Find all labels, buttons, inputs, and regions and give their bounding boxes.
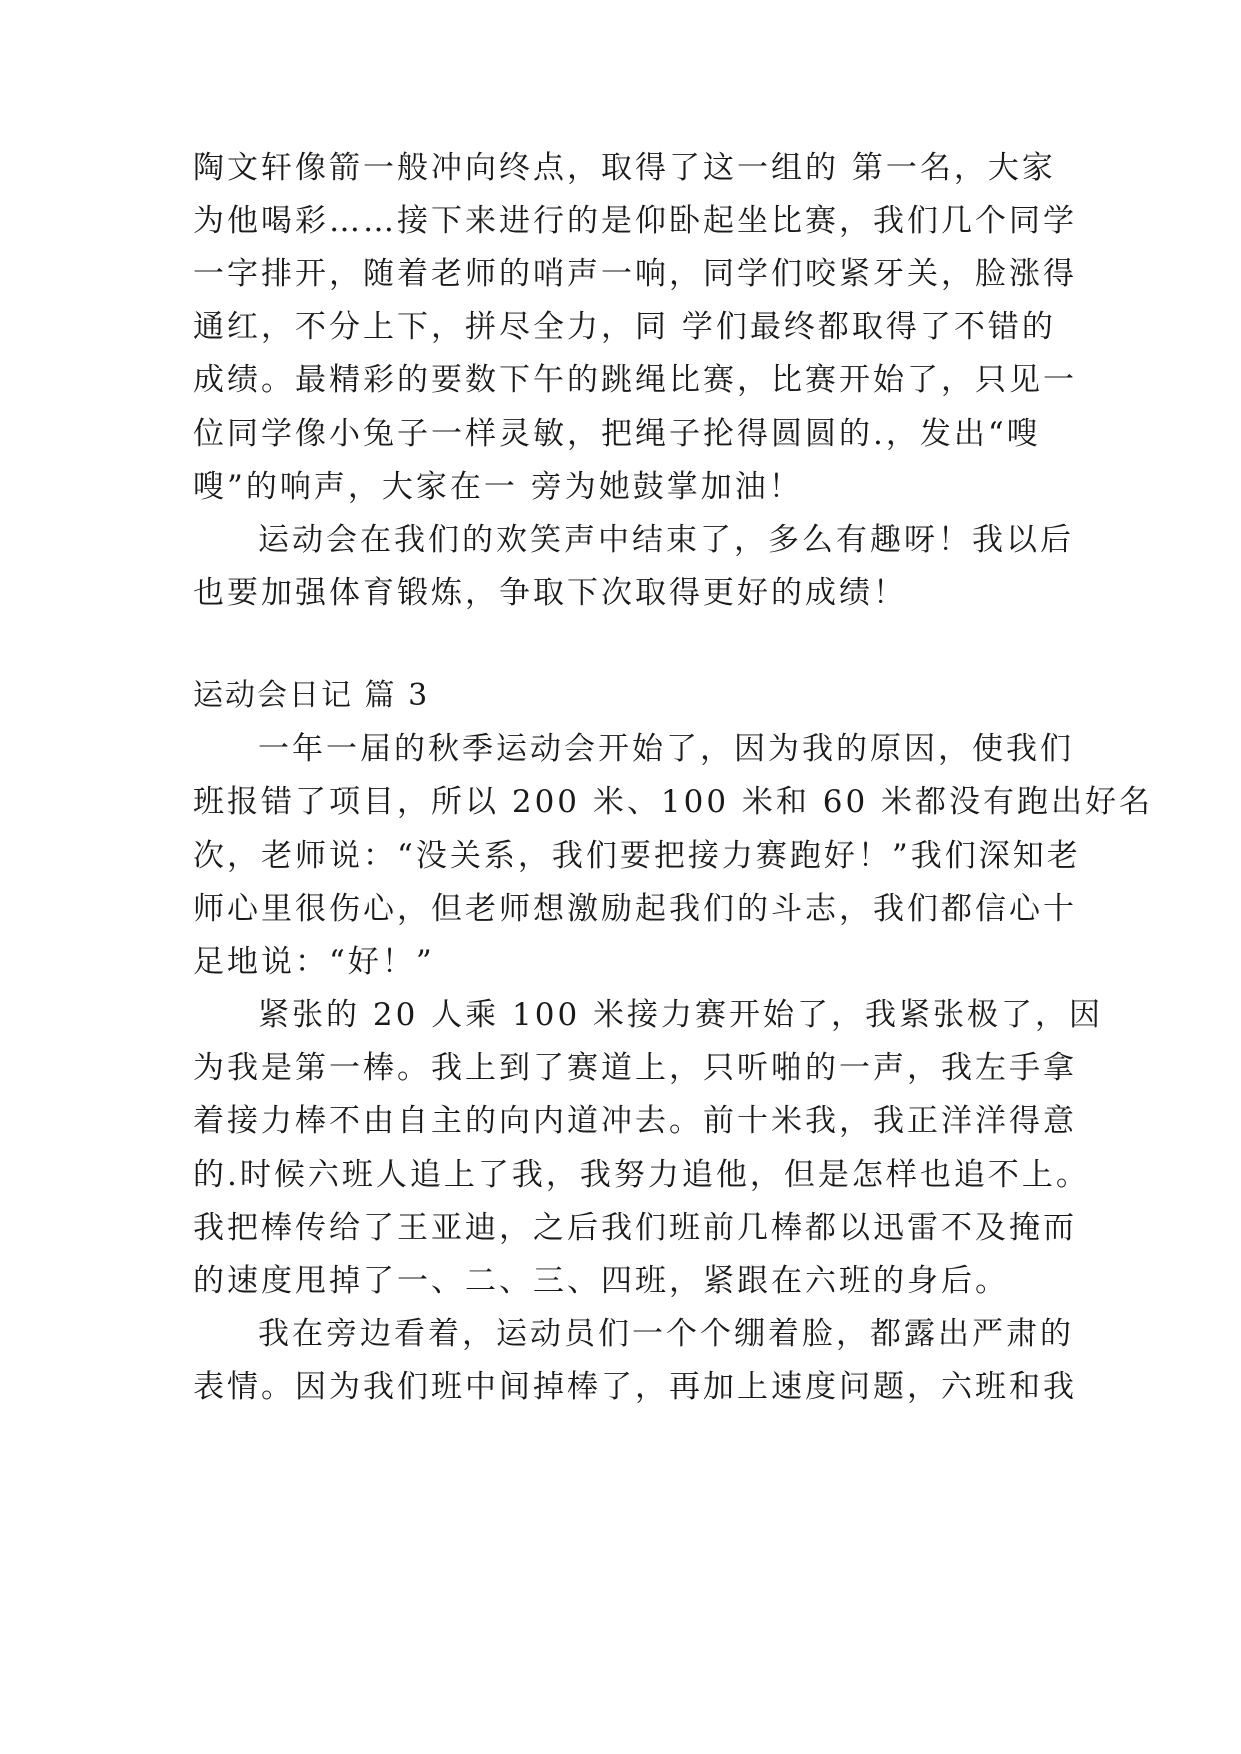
text-line: 着接力棒不由自主的向内道冲去。前十米我，我正洋洋得意 [193,1103,1077,1139]
paragraph-start-line: 一年一届的秋季运动会开始了，因为我的原因，使我们 [258,731,1074,767]
text-line: 为他喝彩……接下来进行的是仰卧起坐比赛，我们几个同学 [193,203,1077,239]
text-line: 位同学像小兔子一样灵敏，把绳子抡得圆圆的.，发出“嗖 [193,416,1041,452]
paragraph-start-line: 紧张的 20 人乘 100 米接力赛开始了，我紧张极了，因 [258,997,1104,1033]
text-line: 足地说：“好！” [193,944,435,980]
text-line: 我把棒传给了王亚迪，之后我们班前几棒都以迅雷不及掩而 [193,1210,1077,1246]
text-line: 班报错了项目，所以 200 米、100 米和 60 米都没有跑出好名 [193,784,1154,820]
text-line: 一字排开，随着老师的哨声一响，同学们咬紧牙关，脸涨得 [193,256,1077,292]
section-heading: 运动会日记 篇 3 [193,678,430,713]
text-line: 师心里很伤心，但老师想激励起我们的斗志，我们都信心十 [193,891,1077,927]
text-line: 嗖”的响声，大家在一 旁为她鼓掌加油！ [193,469,803,505]
text-line: 表情。因为我们班中间掉棒了，再加上速度问题，六班和我 [193,1369,1077,1405]
paragraph-start-line: 我在旁边看着，运动员们一个个绷着脸，都露出严肃的 [258,1316,1074,1352]
text-line: 通红，不分上下，拼尽全力，同 学们最终都取得了不错的 [193,309,1056,345]
text-line: 成绩。最精彩的要数下午的跳绳比赛，比赛开始了，只见一 [193,362,1077,398]
text-line: 为我是第一棒。我上到了赛道上，只听啪的一声，我左手拿 [193,1050,1077,1086]
text-line: 次，老师说：“没关系，我们要把接力赛跑好！”我们深知老 [193,838,1081,874]
text-line: 也要加强体育锻炼，争取下次取得更好的成绩！ [193,575,907,611]
text-line: 的.时候六班人追上了我，我努力追他，但是怎样也追不上。 [193,1157,1090,1193]
text-line: 陶文轩像箭一般冲向终点，取得了这一组的 第一名，大家 [193,150,1056,186]
paragraph-start-line: 运动会在我们的欢笑声中结束了，多么有趣呀！我以后 [258,522,1074,558]
text-line: 的速度甩掉了一、二、三、四班，紧跟在六班的身后。 [193,1263,1009,1299]
